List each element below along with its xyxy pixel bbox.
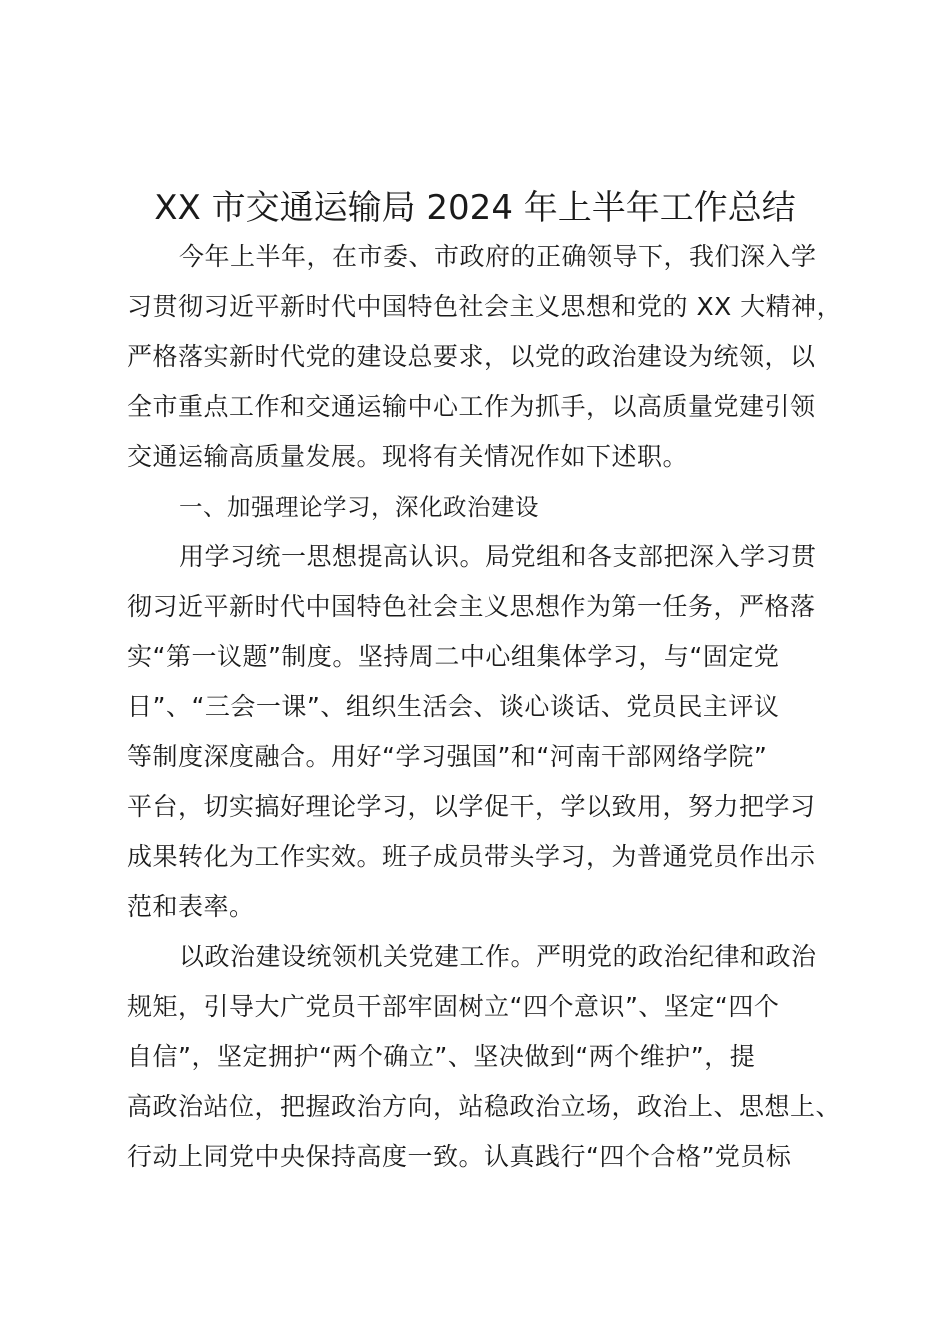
document-title: XX 市交通运输局 2024 年上半年工作总结 [154, 188, 796, 228]
text-line: 自信”，坚定拥护“两个确立”、坚决做到“两个维护”，提 [127, 1042, 756, 1071]
text-line: 行动上同党中央保持高度一致。认真践行“四个合格”党员标 [127, 1142, 792, 1171]
section-heading-text: 一、加强理论学习，深化政治建设 [179, 493, 539, 521]
text-line: 成果转化为工作实效。班子成员带头学习，为普通党员作出示 [127, 842, 816, 871]
text-line: 等制度深度融合。用好“学习强国”和“河南干部网络学院” [127, 742, 768, 771]
text-line: 范和表率。 [127, 892, 255, 921]
text-line: 高政治站位，把握政治方向，站稳政治立场，政治上、思想上、 [127, 1092, 842, 1121]
section-heading [127, 482, 867, 532]
paragraph-study [127, 532, 867, 932]
text-line: 用学习统一思想提高认识。局党组和各支部把深入学习贯 [179, 542, 817, 571]
text-line: 彻习近平新时代中国特色社会主义思想作为第一任务，严格落 [127, 592, 816, 621]
text-line: 规矩，引导大广党员干部牢固树立“四个意识”、坚定“四个 [127, 992, 780, 1021]
text-line: 以政治建设统领机关党建工作。严明党的政治纪律和政治 [179, 942, 817, 971]
text-line: 习贯彻习近平新时代中国特色社会主义思想和党的 XX 大精神， [127, 292, 843, 321]
text-line: 日”、“三会一课”、组织生活会、谈心谈话、党员民主评议 [127, 692, 780, 721]
paragraph-intro [127, 232, 867, 482]
text-line: 平台，切实搞好理论学习，以学促干，学以致用，努力把学习 [127, 792, 816, 821]
text-line: 交通运输高质量发展。现将有关情况作如下述职。 [127, 442, 689, 471]
text-line: 今年上半年，在市委、市政府的正确领导下，我们深入学 [179, 242, 817, 271]
text-line: 严格落实新时代党的建设总要求，以党的政治建设为统领，以 [127, 342, 816, 371]
text-line: 全市重点工作和交通运输中心工作为抓手，以高质量党建引领 [127, 392, 816, 421]
paragraph-political [127, 932, 867, 1182]
text-line: 实“第一议题”制度。坚持周二中心组集体学习，与“固定党 [127, 642, 780, 671]
document-body [127, 232, 867, 1182]
